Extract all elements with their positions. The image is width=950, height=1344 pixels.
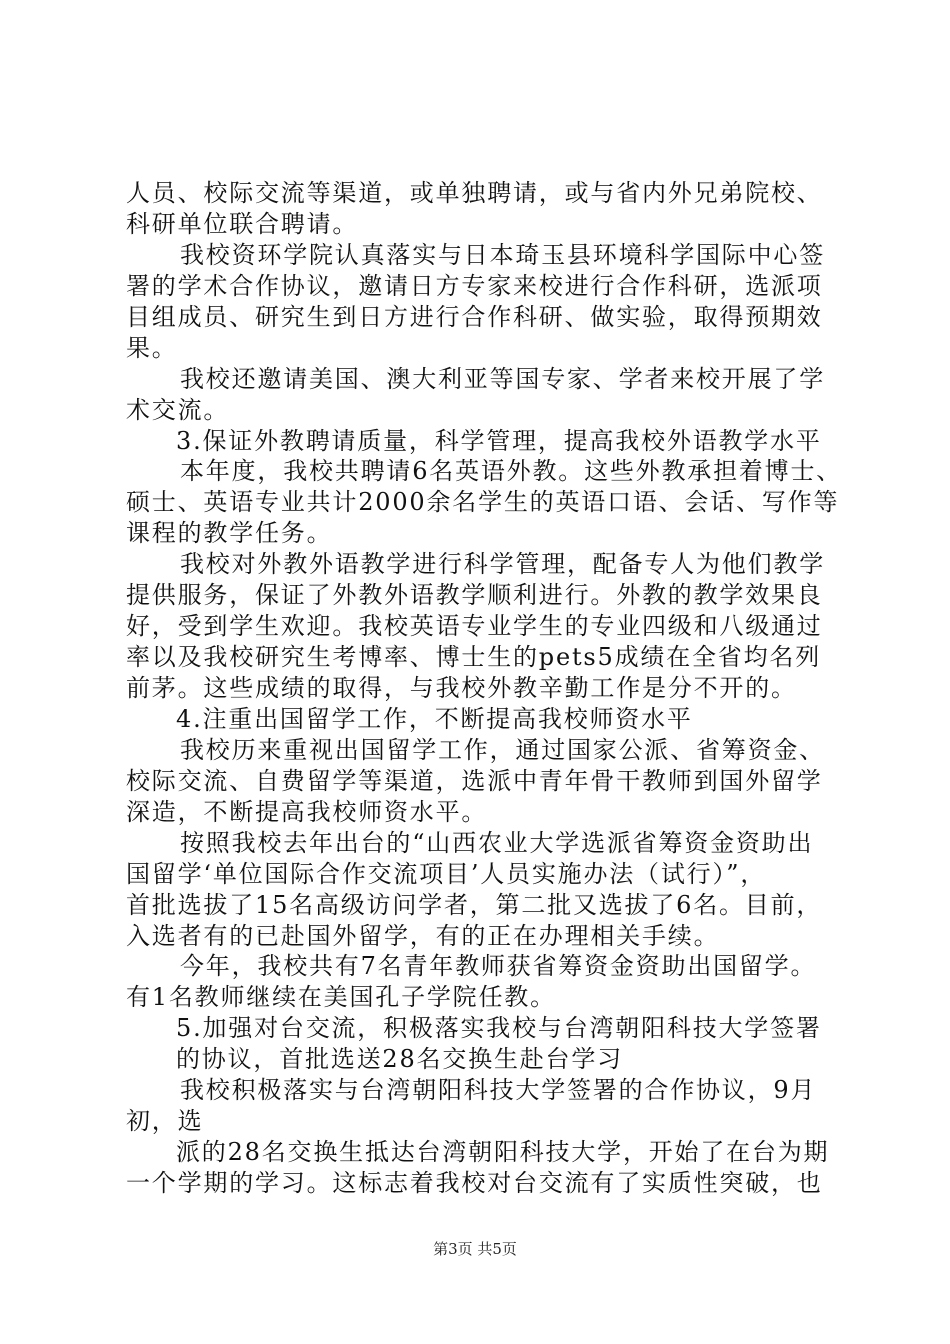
body-text-line: 初，选 (126, 1107, 204, 1135)
body-text-line: 国留学‘单位国际合作交流项目’人员实施办法（试行）”， (126, 860, 767, 888)
body-text-line: 本年度，我校共聘请6名英语外教。这些外教承担着博士、 (180, 457, 843, 485)
body-text-line: 派的28名交换生抵达台湾朝阳科技大学，开始了在台为期 (176, 1138, 830, 1166)
section-heading: 的协议，首批选送28名交换生赴台学习 (176, 1045, 623, 1073)
body-text-line: 深造，不断提高我校师资水平。 (126, 798, 488, 826)
body-text-line: 我校还邀请美国、澳大利亚等国专家、学者来校开展了学 (180, 365, 825, 393)
body-text-line: 校际交流、自费留学等渠道，选派中青年骨干教师到国外留学 (126, 767, 823, 795)
body-text-line: 今年，我校共有7名青年教师获省筹资金资助出国留学。 (180, 952, 817, 980)
body-text-line: 果。 (126, 334, 178, 362)
body-text-line: 课程的教学任务。 (126, 519, 333, 547)
body-text-line: 我校积极落实与台湾朝阳科技大学签署的合作协议，9月 (180, 1076, 817, 1104)
body-text-line: 我校历来重视出国留学工作，通过国家公派、省筹资金、 (180, 736, 825, 764)
body-text-line: 硕士、英语专业共计2000余名学生的英语口语、会话、写作等 (126, 488, 840, 516)
body-text-line: 科研单位联合聘请。 (126, 210, 359, 238)
body-text-line: 人员、校际交流等渠道，或单独聘请，或与省内外兄弟院校、 (126, 179, 823, 207)
body-text-line: 好，受到学生欢迎。我校英语专业学生的专业四级和八级通过 (126, 612, 823, 640)
section-heading: 5.加强对台交流，积极落实我校与台湾朝阳科技大学签署 (176, 1014, 822, 1042)
body-text-line: 术交流。 (126, 396, 230, 424)
body-text-line: 提供服务，保证了外教外语教学顺利进行。外教的教学效果良 (126, 581, 823, 609)
section-heading: 3.保证外教聘请质量，科学管理，提高我校外语教学水平 (176, 427, 822, 455)
body-text-line: 我校对外教外语教学进行科学管理，配备专人为他们教学 (180, 550, 825, 578)
page-footer: 第3页 共5页 (433, 1240, 517, 1258)
body-text-line: 一个学期的学习。这标志着我校对台交流有了实质性突破，也 (126, 1169, 823, 1197)
section-heading: 4.注重出国留学工作，不断提高我校师资水平 (176, 705, 693, 733)
body-text-line: 入选者有的已赴国外留学，有的正在办理相关手续。 (126, 922, 720, 950)
body-text-line: 署的学术合作协议，邀请日方专家来校进行合作科研，选派项 (126, 272, 823, 300)
body-text-line: 按照我校去年出台的“山西农业大学选派省筹资金资助出 (180, 829, 814, 857)
body-text-line: 我校资环学院认真落实与日本琦玉县环境科学国际中心签 (180, 241, 825, 269)
body-text-line: 前茅。这些成绩的取得，与我校外教辛勤工作是分不开的。 (126, 674, 797, 702)
body-text-line: 目组成员、研究生到日方进行合作科研、做实验，取得预期效 (126, 303, 823, 331)
body-text-line: 有1名教师继续在美国孔子学院任教。 (126, 983, 556, 1011)
body-text-line: 首批选拔了15名高级访问学者，第二批又选拔了6名。目前， (126, 891, 823, 919)
body-text-line: 率以及我校研究生考博率、博士生的pets5成绩在全省均名列 (126, 643, 821, 671)
